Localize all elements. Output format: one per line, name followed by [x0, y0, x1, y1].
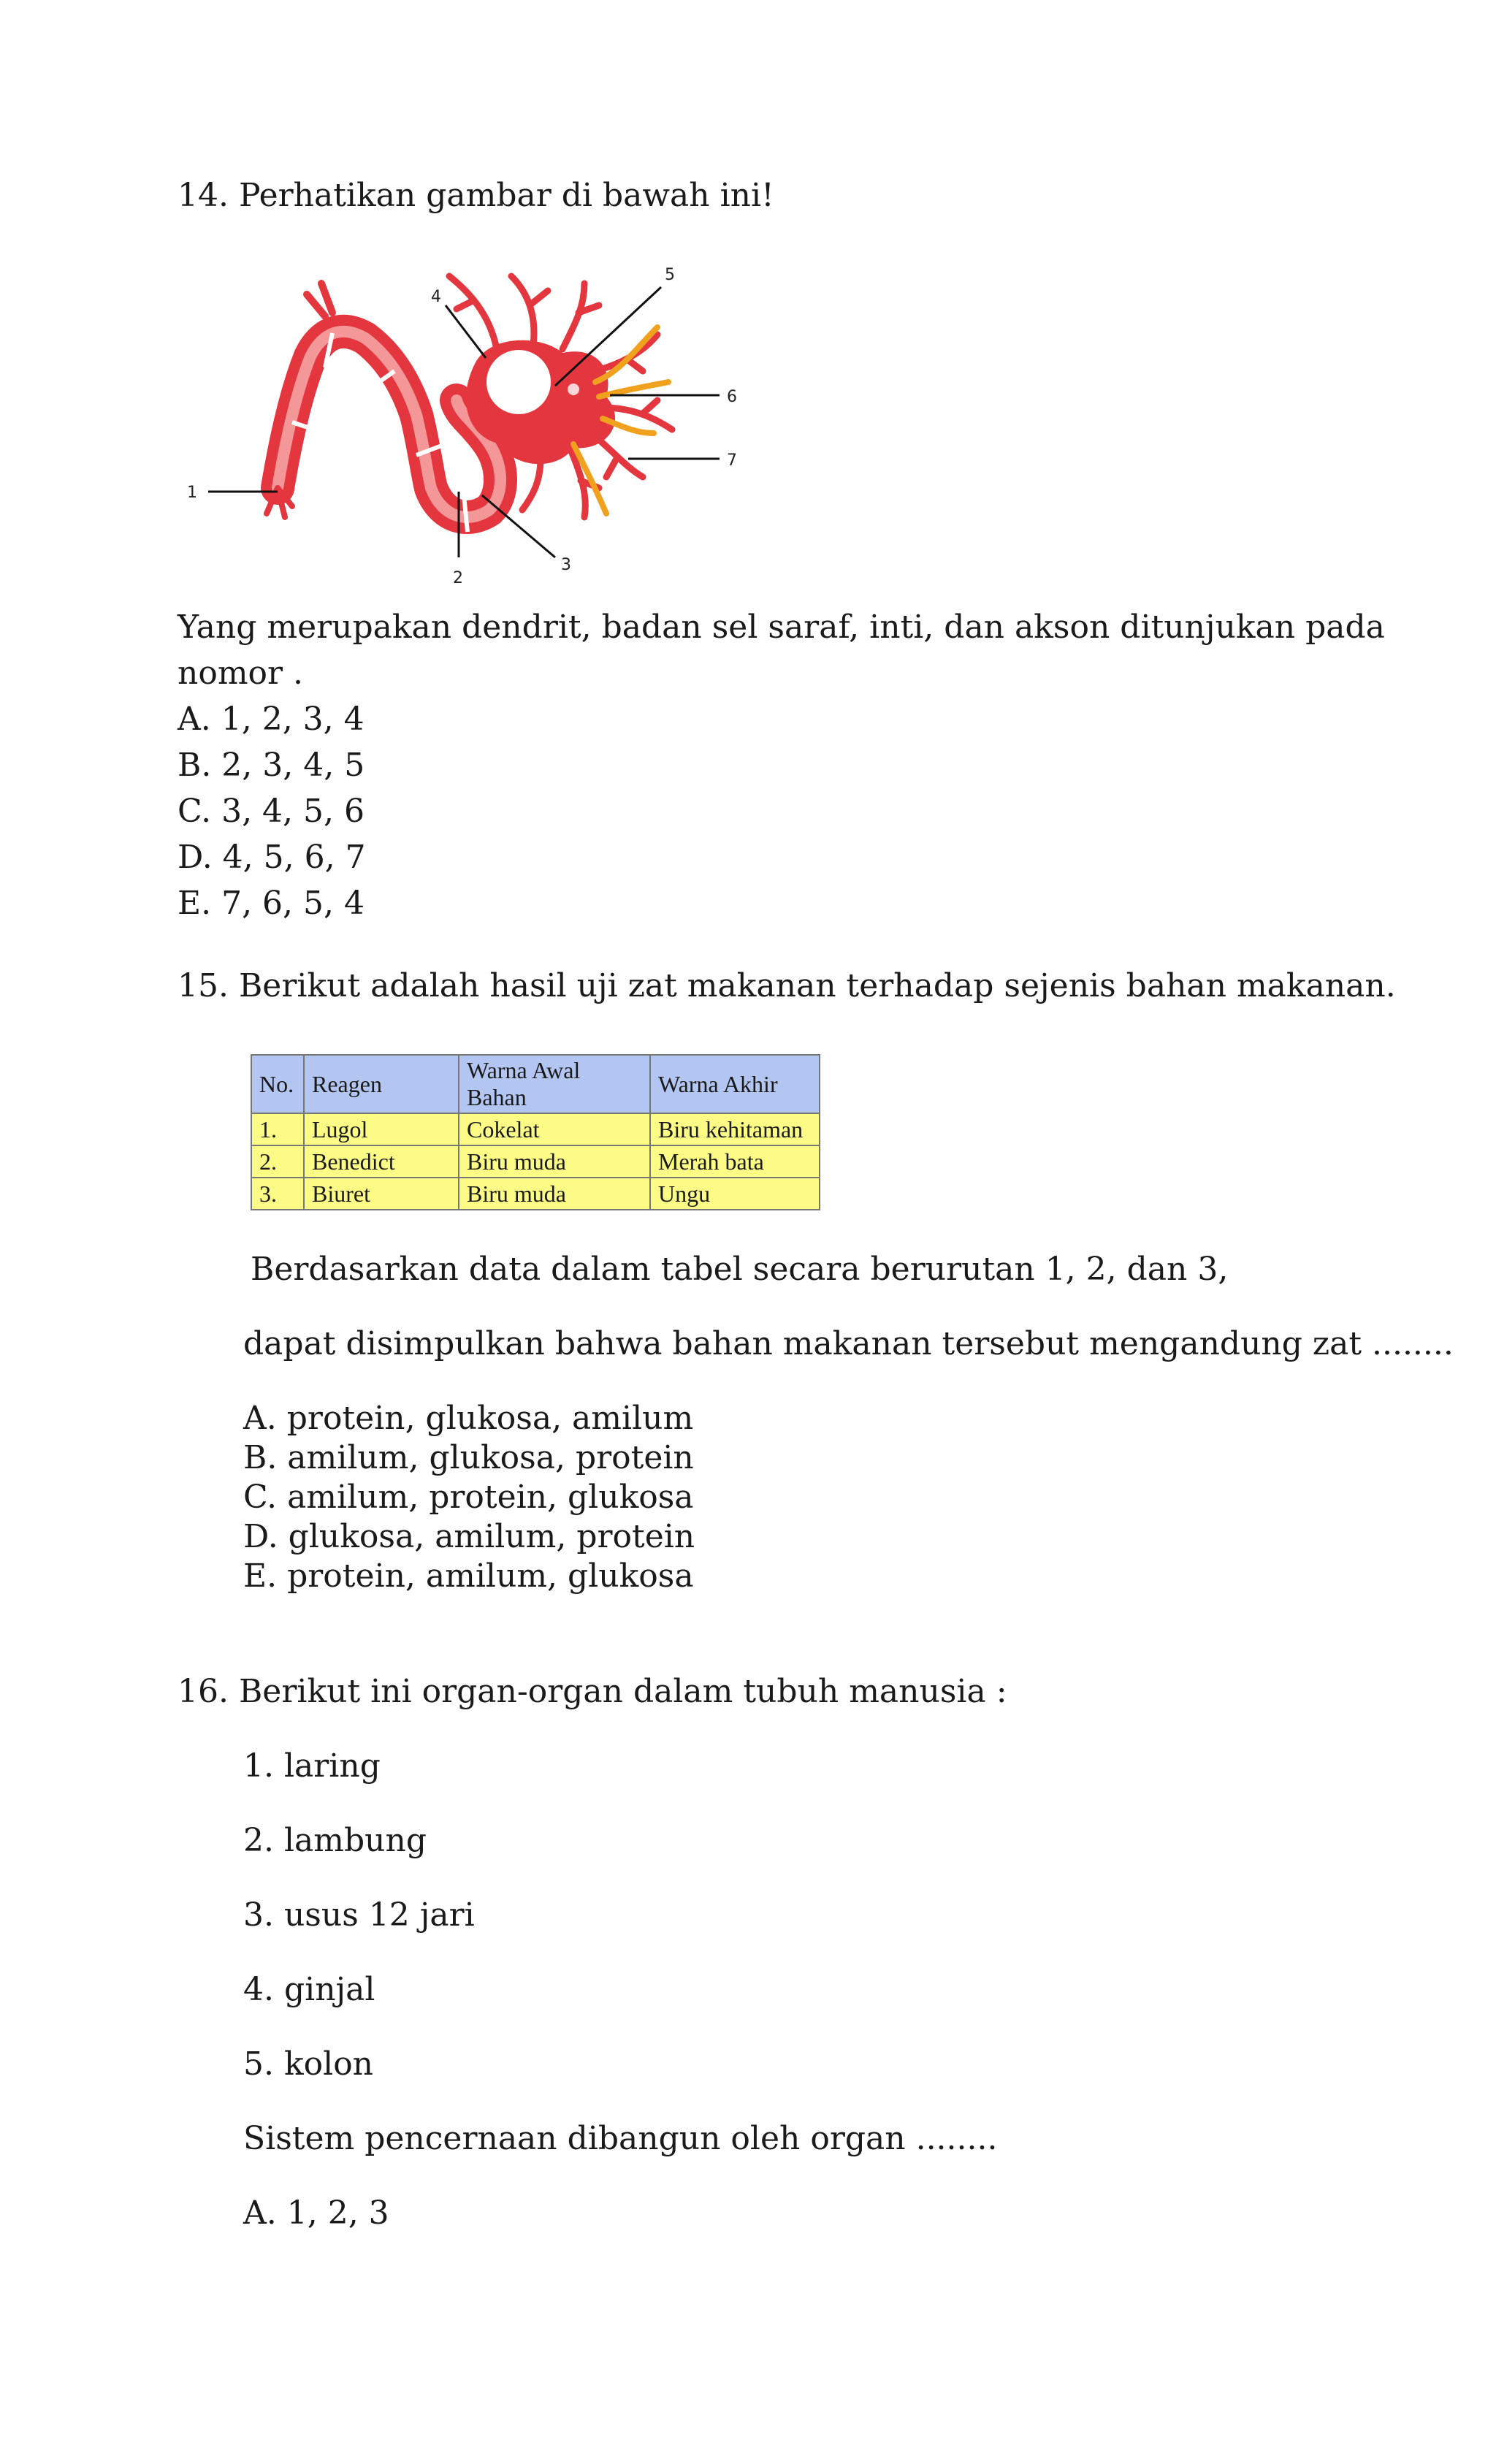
cell: 3. [251, 1178, 304, 1210]
question-16-stem: Sistem pencernaan dibangun oleh organ ........ [243, 2120, 998, 2157]
label-7: 7 [727, 451, 737, 470]
question-15-option-a: A. protein, glukosa, amilum [243, 1400, 694, 1437]
question-14-option-c: C. 3, 4, 5, 6 [178, 793, 365, 830]
question-14-stem-line-1: Yang merupakan dendrit, badan sel saraf, inti, dan akson ditunjukan pada [178, 609, 1385, 646]
question-15-option-c: C. amilum, protein, glukosa [243, 1479, 694, 1516]
table-header-row [251, 1055, 820, 1113]
header-no: No. [251, 1055, 304, 1113]
cell-nucleus [484, 347, 554, 417]
question-16-title: 16. Berikut ini organ-organ dalam tubuh manusia : [178, 1673, 1007, 1710]
cell: Biru kehitaman [650, 1113, 820, 1145]
cell: Benedict [304, 1145, 459, 1178]
cell: Biru muda [459, 1178, 650, 1210]
header-reagen: Reagen [304, 1055, 459, 1113]
cell: 2. [251, 1145, 304, 1178]
table-row [251, 1178, 820, 1210]
question-16-item-5: 5. kolon [243, 2045, 374, 2083]
cell: Biuret [304, 1178, 459, 1210]
label-3: 3 [561, 556, 571, 574]
label-1: 1 [187, 484, 197, 502]
question-16-option-a: A. 1, 2, 3 [243, 2194, 389, 2232]
label-4: 4 [431, 288, 441, 306]
table-row [251, 1113, 820, 1145]
cell: Biru muda [459, 1145, 650, 1178]
question-14-option-d: D. 4, 5, 6, 7 [178, 839, 366, 876]
cell: Cokelat [459, 1113, 650, 1145]
label-6: 6 [727, 388, 737, 406]
question-16-item-2: 2. lambung [243, 1822, 427, 1859]
header-warna-akhir: Warna Akhir [650, 1055, 820, 1113]
question-15-option-d: D. glukosa, amilum, protein [243, 1518, 695, 1555]
header-warna-awal: Warna Awal Bahan [459, 1055, 650, 1113]
question-16-item-1: 1. laring [243, 1747, 381, 1785]
cell: Merah bata [650, 1145, 820, 1178]
neuron-axon [267, 283, 500, 532]
question-14-option-e: E. 7, 6, 5, 4 [178, 885, 365, 922]
question-16-item-3: 3. usus 12 jari [243, 1896, 475, 1934]
question-15-option-b: B. amilum, glukosa, protein [243, 1439, 694, 1476]
cell: Ungu [650, 1178, 820, 1210]
table-row [251, 1145, 820, 1178]
question-16-item-4: 4. ginjal [243, 1971, 375, 2008]
question-14-option-b: B. 2, 3, 4, 5 [178, 747, 365, 784]
food-test-table [251, 1054, 820, 1210]
cell: 1. [251, 1113, 304, 1145]
question-14-stem-line-2: nomor . [178, 655, 304, 692]
question-15-stem-line-2: dapat disimpulkan bahwa bahan makanan tersebut mengandung zat ........ [243, 1325, 1454, 1362]
question-15-title: 15. Berikut adalah hasil uji zat makanan terhadap sejenis bahan makanan. [178, 967, 1396, 1004]
question-14-title: 14. Perhatikan gambar di bawah ini! [178, 177, 774, 214]
cell: Lugol [304, 1113, 459, 1145]
question-15-option-e: E. protein, amilum, glukosa [243, 1557, 694, 1595]
label-5: 5 [665, 266, 675, 284]
question-15-stem-line-1: Berdasarkan data dalam tabel secara berurutan 1, 2, dan 3, [251, 1251, 1229, 1288]
neuron-diagram [175, 225, 760, 590]
question-14-option-a: A. 1, 2, 3, 4 [178, 701, 365, 738]
label-2: 2 [453, 569, 463, 587]
